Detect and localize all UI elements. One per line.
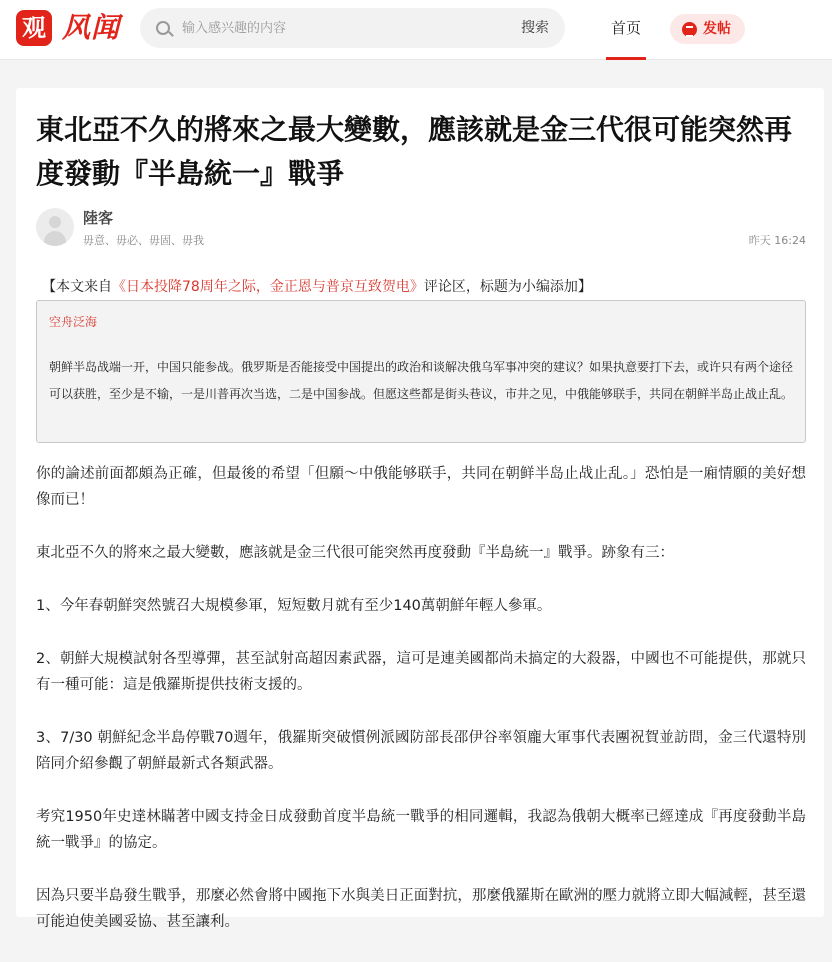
post-date: 昨天 16:24: [748, 234, 806, 247]
author-tags: 毋意、毋必、毋固、毋我: [83, 234, 204, 247]
avatar[interactable]: [36, 208, 74, 246]
search-input[interactable]: [182, 16, 502, 40]
source-line: [42, 276, 592, 298]
article-body: [36, 461, 806, 962]
quote-author[interactable]: 空舟泛海: [49, 315, 98, 329]
quote-block: [36, 300, 806, 443]
source-prefix: 【本文来自: [42, 279, 112, 295]
top-header: [0, 0, 832, 60]
author-name[interactable]: 陸客: [83, 209, 114, 227]
avatar-body: [44, 231, 66, 246]
quote-text: 朝鲜半岛战端一开，中国只能参战。俄罗斯是否能接受中国提出的政治和谈解决俄乌军事冲突的建议？如果执意要打下去，或许只有两个途径可以获胜，至少是不输，一是川普再次当选，二是中国参战。但愿这些都是街头巷议，市井之见，中俄能够联手，共同在朝鲜半岛止战止乱。: [49, 360, 794, 401]
article-card: [16, 88, 824, 930]
paragraph: 你的論述前面都頗為正確，但最後的希望「但願～中俄能够联手，共同在朝鲜半岛止战止乱。」恐怕是一廂情願的美好想像而已！: [36, 466, 806, 508]
post-button-label: 发帖: [703, 21, 731, 37]
search-box: [140, 8, 565, 48]
search-icon: [156, 21, 170, 35]
source-suffix: 评论区，标题为小编添加】: [423, 279, 592, 295]
paragraph: 2、朝鮮大規模試射各型導彈，甚至試射高超因素武器，這可是連美國都尚未搞定的大殺器，中國也不可能提供，那就只有一種可能：這是俄羅斯提供技術支援的。: [36, 651, 806, 693]
search-button[interactable]: 搜索: [521, 20, 549, 36]
paragraph: 1、今年春朝鮮突然號召大規模參軍，短短數月就有至少140萬朝鮮年輕人參軍。: [36, 598, 552, 614]
post-button[interactable]: [670, 14, 745, 44]
article-title: 東北亞不久的將來之最大變數，應該就是金三代很可能突然再度發動『半島統一』戰爭: [36, 113, 793, 190]
avatar-head: [49, 216, 61, 228]
paragraph: 東北亞不久的將來之最大變數，應該就是金三代很可能突然再度發動『半島統一』戰爭。跡象有三：: [36, 545, 674, 561]
nav-home-tab[interactable]: 首页: [606, 0, 646, 60]
source-link[interactable]: 《日本投降78周年之际，金正恩与普京互致贺电》: [112, 279, 424, 295]
logo-icon[interactable]: 观: [16, 10, 52, 46]
paragraph: 考究1950年史達林瞞著中國支持金日成發動首度半島統一戰爭的相同邏輯，我認為俄朝大概率已經達成『再度發動半島統一戰爭』的協定。: [36, 809, 806, 851]
paragraph: 3、7/30 朝鮮紀念半島停戰70週年，俄羅斯突破慣例派國防部長邵伊谷率領龐大軍事代表團祝賀並訪問，金三代還特別陪同介紹參觀了朝鮮最新式各類武器。: [36, 730, 806, 772]
brand-name[interactable]: 风闻: [62, 11, 121, 44]
paragraph: 因為只要半島發生戰爭，那麼必然會將中國拖下水與美日正面對抗，那麼俄羅斯在歐洲的壓力就將立即大幅減輕，甚至還可能迫使美國妥協、甚至讓利。: [36, 888, 806, 930]
edit-icon: [682, 22, 697, 37]
